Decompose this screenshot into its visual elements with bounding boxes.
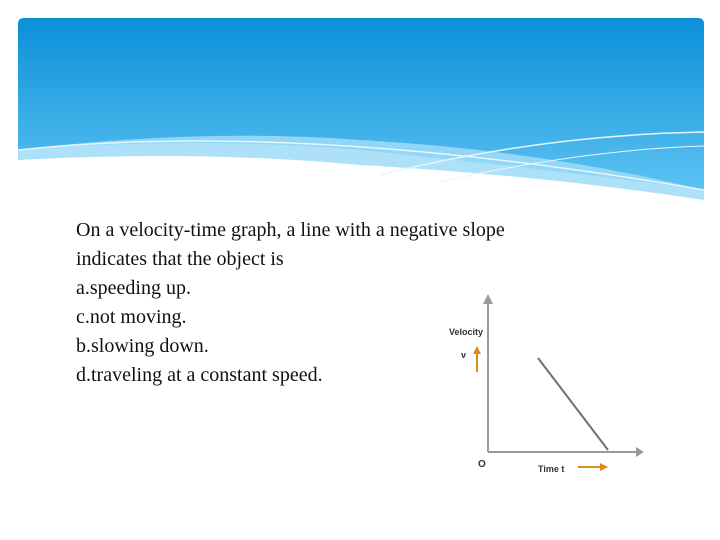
velocity-arrow-head: [473, 346, 481, 354]
x-axis-label: Time t: [538, 464, 565, 474]
y-axis-label: Velocity: [449, 327, 484, 337]
time-arrow-head: [600, 463, 608, 471]
y-symbol-label: v: [461, 350, 467, 360]
option-a: a.speeding up.: [76, 277, 191, 299]
question-line-2: indicates that the object is: [76, 248, 284, 270]
y-axis-arrowhead: [483, 294, 493, 304]
origin-label: O: [478, 459, 486, 470]
velocity-line: [538, 358, 608, 450]
question-line-1: On a velocity-time graph, a line with a negative slope: [76, 219, 505, 241]
option-b: b.slowing down.: [76, 335, 209, 357]
velocity-time-graph: [430, 290, 660, 490]
option-d: d.traveling at a constant speed.: [76, 364, 323, 386]
header-banner: [0, 0, 720, 210]
x-axis-arrowhead: [636, 447, 644, 457]
option-c: c.not moving.: [76, 306, 187, 328]
